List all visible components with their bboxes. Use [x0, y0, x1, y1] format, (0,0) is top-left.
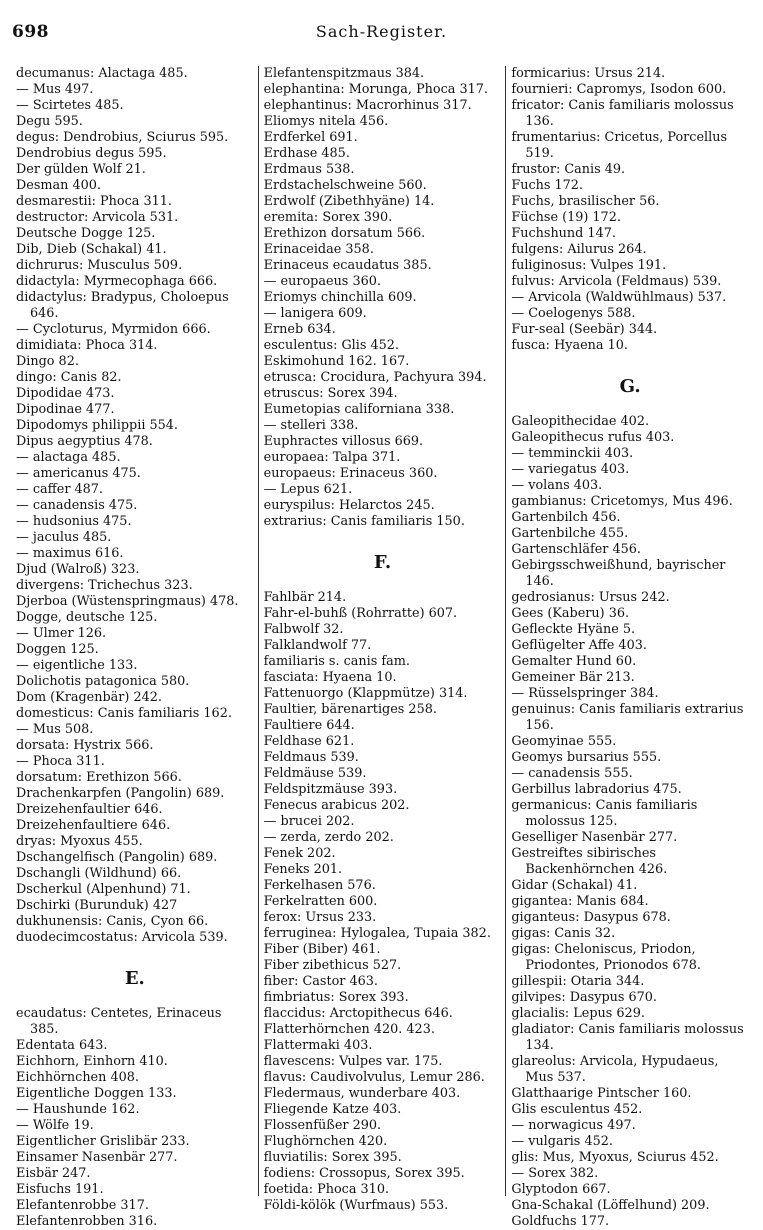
index-entry: — vulgaris 452.: [511, 1134, 613, 1149]
index-entry: Gemalter Hund 60.: [511, 654, 637, 669]
index-entry: Gna-Schakal (Löffelhund) 209.: [511, 1198, 710, 1213]
index-entry: Glis esculentus 452.: [511, 1102, 643, 1117]
index-entry: Fur-seal (Seebär) 344.: [511, 322, 658, 337]
index-entry: fuliginosus: Vulpes 191.: [511, 258, 667, 273]
index-entry: destructor: Arvicola 531.: [16, 210, 179, 225]
index-entry: Eisfuchs 191.: [16, 1182, 104, 1197]
index-entry: gilvipes: Dasypus 670.: [511, 990, 658, 1005]
index-entry: Deutsche Dogge 125.: [16, 226, 156, 241]
running-title: Sach-Register.: [315, 22, 448, 41]
index-entry: Dogge, deutsche 125.: [16, 610, 158, 625]
index-entry: Drachenkarpfen (Pangolin) 689.: [16, 786, 225, 801]
index-entry: Feldmaus 539.: [263, 750, 359, 765]
index-entry: Degu 595.: [16, 114, 83, 129]
index-entry: Gartenbilch 456.: [511, 510, 621, 525]
index-entry: Desman 400.: [16, 178, 101, 193]
section-letter-heading: F.: [373, 552, 392, 573]
index-entry: — jaculus 485.: [16, 530, 112, 545]
index-entry: didactyla: Myrmecophaga 666.: [16, 274, 218, 289]
index-entry: Galeopithecus rufus 403.: [511, 430, 675, 445]
index-entry: Glyptodon 667.: [511, 1182, 611, 1197]
index-entry: glis: Mus, Myoxus, Sciurus 452.: [511, 1150, 719, 1165]
index-entry: Flattermaki 403.: [263, 1038, 373, 1053]
index-entry: genuinus: Canis familiaris extrarius 156.: [511, 702, 744, 733]
index-entry: dingo: Canis 82.: [16, 370, 122, 385]
index-entry: Dreizehenfaultiere 646.: [16, 818, 171, 833]
index-entry: Erdstachelschweine 560.: [263, 178, 427, 193]
index-entry: Faultier, bärenartiges 258.: [263, 702, 437, 717]
index-entry: Djud (Walroß) 323.: [16, 562, 140, 577]
index-entry: — alactaga 485.: [16, 450, 121, 465]
index-entry: Goldfuchs 177.: [511, 1214, 610, 1229]
index-entry: Der gülden Wolf 21.: [16, 162, 146, 177]
index-entry: Euphractes villosus 669.: [263, 434, 424, 449]
index-entry: — Rüsselspringer 384.: [511, 686, 659, 701]
index-entry: Falklandwolf 77.: [263, 638, 372, 653]
index-entry: — Coelogenys 588.: [511, 306, 636, 321]
index-entry: Fuchshund 147.: [511, 226, 616, 241]
index-entry: Erdwolf (Zibethhyäne) 14.: [263, 194, 435, 209]
index-entry: Dipodomys philippii 554.: [16, 418, 178, 433]
index-entry: gladiator: Canis familiaris molossus 134.: [511, 1022, 744, 1053]
index-entry: elephantina: Morunga, Phoca 317.: [263, 82, 488, 97]
index-entry: Flossenfüßer 290.: [263, 1118, 382, 1133]
index-entry: giganteus: Dasypus 678.: [511, 910, 671, 925]
index-entry: Gartenbilche 455.: [511, 526, 629, 541]
index-entry: Galeopithecidae 402.: [511, 414, 650, 429]
index-entry: Elefantenspitzmaus 384.: [263, 66, 425, 81]
index-entry: flaccidus: Arctopithecus 646.: [263, 1006, 453, 1021]
index-entry: Geflügelter Affe 403.: [511, 638, 647, 653]
index-entry: Dom (Kragenbär) 242.: [16, 690, 162, 705]
index-entry: — Arvicola (Waldwühlmaus) 537.: [511, 290, 727, 305]
index-entry: frumentarius: Cricetus, Porcellus 519.: [511, 130, 728, 161]
index-entry: Gartenschläfer 456.: [511, 542, 641, 557]
index-entry: Dipodinae 477.: [16, 402, 115, 417]
index-entry: — maximus 616.: [16, 546, 124, 561]
index-entry: Doggen 125.: [16, 642, 99, 657]
index-entry: — Sorex 382.: [511, 1166, 599, 1181]
index-entry: Feldhase 621.: [263, 734, 355, 749]
index-entry: Dingo 82.: [16, 354, 79, 369]
index-entry: Gerbillus labradorius 475.: [511, 782, 682, 797]
index-entry: gambianus: Cricetomys, Mus 496.: [511, 494, 733, 509]
index-entry: Erethizon dorsatum 566.: [263, 226, 426, 241]
index-column-middle: [258, 66, 506, 1213]
index-entry: Dipus aegyptius 478.: [16, 434, 153, 449]
index-entry: Földi-kölök (Wurfmaus) 553.: [263, 1198, 449, 1213]
index-entry: Fenecus arabicus 202.: [263, 798, 410, 813]
index-entry: — Mus 497.: [16, 82, 94, 97]
index-entry: Dreizehenfaultier 646.: [16, 802, 163, 817]
index-entry: familiaris s. canis fam.: [263, 654, 410, 669]
index-column-left: [12, 66, 258, 1229]
index-entry: Fuchs, brasilischer 56.: [511, 194, 660, 209]
index-entry: Fliegende Katze 403.: [263, 1102, 402, 1117]
index-entry: Elefantenrobben 316.: [16, 1214, 158, 1229]
index-entry: — americanus 475.: [16, 466, 141, 481]
index-entry: Eichhorn, Einhorn 410.: [16, 1054, 168, 1069]
index-entry: Dschangelfisch (Pangolin) 689.: [16, 850, 218, 865]
index-entry: Geselliger Nasenbär 277.: [511, 830, 678, 845]
index-entry: — norwagicus 497.: [511, 1118, 636, 1133]
index-entry: fricator: Canis familiaris molossus 136.: [511, 98, 734, 129]
index-entry: Eumetopias californiana 338.: [263, 402, 455, 417]
index-entry: Fahr-el-buhß (Rohrratte) 607.: [263, 606, 458, 621]
index-entry: — lanigera 609.: [263, 306, 367, 321]
index-entry: Fenek 202.: [263, 846, 336, 861]
index-entry: Edentata 643.: [16, 1038, 108, 1053]
index-entry: desmarestii: Phoca 311.: [16, 194, 172, 209]
index-entry: Gidar (Schakal) 41.: [511, 878, 638, 893]
index-entry: Gefleckte Hyäne 5.: [511, 622, 636, 637]
index-entry: — Scirtetes 485.: [16, 98, 124, 113]
index-entry: Elefantenrobbe 317.: [16, 1198, 149, 1213]
index-entry: Gestreiftes sibirisches Backenhörnchen 426.: [511, 846, 668, 877]
page-header: [12, 22, 751, 46]
index-entry: Dib, Dieb (Schakal) 41.: [16, 242, 167, 257]
index-entry: Dschangli (Wildhund) 66.: [16, 866, 182, 881]
index-entry: decumanus: Alactaga 485.: [16, 66, 188, 81]
index-entry: esculentus: Glis 452.: [263, 338, 399, 353]
index-entry: Falbwolf 32.: [263, 622, 344, 637]
index-entry: Geomyinae 555.: [511, 734, 617, 749]
index-entry: — variegatus 403.: [511, 462, 630, 477]
index-entry: flavus: Caudivolvulus, Lemur 286.: [263, 1070, 485, 1085]
index-entry: fournieri: Capromys, Isodon 600.: [511, 82, 727, 97]
index-entry: Flughörnchen 420.: [263, 1134, 388, 1149]
index-entry: Dscherkul (Alpenhund) 71.: [16, 882, 191, 897]
index-entry: dichrurus: Musculus 509.: [16, 258, 183, 273]
index-entry: extrarius: Canis familiaris 150.: [263, 514, 465, 529]
index-entry: Gemeiner Bär 213.: [511, 670, 635, 685]
index-entry: degus: Dendrobius, Sciurus 595.: [16, 130, 229, 145]
index-entry: Eriomys chinchilla 609.: [263, 290, 417, 305]
index-entry: — stelleri 338.: [263, 418, 359, 433]
index-entry: Djerboa (Wüstenspringmaus) 478.: [16, 594, 239, 609]
index-entry: duodecimcostatus: Arvicola 539.: [16, 930, 228, 945]
index-entry: Gebirgsschweißhund, bayrischer 146.: [511, 558, 726, 589]
index-entry: — Phoca 311.: [16, 754, 105, 769]
index-entry: Fattenuorgo (Klappmütze) 314.: [263, 686, 468, 701]
index-entry: — Ulmer 126.: [16, 626, 107, 641]
index-entry: glacialis: Lepus 629.: [511, 1006, 645, 1021]
index-entry: Dendrobius degus 595.: [16, 146, 167, 161]
index-entry: Dschirki (Burunduk) 427: [16, 898, 178, 913]
index-entry: gedrosianus: Ursus 242.: [511, 590, 670, 605]
index-entry: fluviatilis: Sorex 395.: [263, 1150, 402, 1165]
index-entry: — temminckii 403.: [511, 446, 634, 461]
index-entry: etrusca: Crocidura, Pachyura 394.: [263, 370, 487, 385]
index-entry: fulgens: Ailurus 264.: [511, 242, 647, 257]
index-entry: etruscus: Sorex 394.: [263, 386, 398, 401]
index-entry: Flatterhörnchen 420. 423.: [263, 1022, 435, 1037]
index-entry: elephantinus: Macrorhinus 317.: [263, 98, 472, 113]
index-entry: dorsata: Hystrix 566.: [16, 738, 154, 753]
index-entry: Ferkelhasen 576.: [263, 878, 376, 893]
index-entry: Feneks 201.: [263, 862, 343, 877]
index-entry: Füchse (19) 172.: [511, 210, 621, 225]
index-entry: Eliomys nitela 456.: [263, 114, 389, 129]
index-entry: — eigentliche 133.: [16, 658, 138, 673]
index-entry: fasciata: Hyaena 10.: [263, 670, 397, 685]
index-entry: Erdmaus 538.: [263, 162, 355, 177]
index-entry: Eigentliche Doggen 133.: [16, 1086, 177, 1101]
index-entry: euryspilus: Helarctos 245.: [263, 498, 435, 513]
index-entry: — caffer 487.: [16, 482, 104, 497]
index-entry: Fiber (Biber) 461.: [263, 942, 381, 957]
index-entry: gigantea: Manis 684.: [511, 894, 649, 909]
index-entry: Eichhörnchen 408.: [16, 1070, 139, 1085]
page-number: 698: [12, 22, 49, 42]
index-entry: fulvus: Arvicola (Feldmaus) 539.: [511, 274, 722, 289]
section-letter-heading: E.: [124, 968, 145, 989]
index-columns: [12, 66, 753, 1229]
index-entry: Ferkelratten 600.: [263, 894, 378, 909]
index-entry: Gees (Kaberu) 36.: [511, 606, 630, 621]
index-entry: — Lepus 621.: [263, 482, 353, 497]
index-entry: — volans 403.: [511, 478, 603, 493]
index-entry: Erdferkel 691.: [263, 130, 358, 145]
index-entry: Dolichotis patagonica 580.: [16, 674, 190, 689]
index-entry: dryas: Myoxus 455.: [16, 834, 143, 849]
index-entry: Fahlbär 214.: [263, 590, 347, 605]
index-entry: eremita: Sorex 390.: [263, 210, 393, 225]
index-entry: Erinaceidae 358.: [263, 242, 374, 257]
index-entry: flavescens: Vulpes var. 175.: [263, 1054, 443, 1069]
index-entry: Fiber zibethicus 527.: [263, 958, 402, 973]
index-entry: — zerda, zerdo 202.: [263, 830, 394, 845]
index-entry: Eskimohund 162. 167.: [263, 354, 410, 369]
index-entry: Erneb 634.: [263, 322, 336, 337]
index-entry: Eisbär 247.: [16, 1166, 91, 1181]
index-entry: divergens: Trichechus 323.: [16, 578, 193, 593]
index-entry: europaeus: Erinaceus 360.: [263, 466, 438, 481]
index-entry: fimbriatus: Sorex 393.: [263, 990, 409, 1005]
index-entry: dorsatum: Erethizon 566.: [16, 770, 182, 785]
index-entry: — Wölfe 19.: [16, 1118, 94, 1133]
index-column-right: [505, 66, 753, 1229]
index-entry: Erinaceus ecaudatus 385.: [263, 258, 432, 273]
index-entry: fusca: Hyaena 10.: [511, 338, 628, 353]
index-entry: domesticus: Canis familiaris 162.: [16, 706, 232, 721]
index-entry: — canadensis 555.: [511, 766, 633, 781]
index-entry: ferox: Ursus 233.: [263, 910, 377, 925]
index-entry: ferruginea: Hylogalea, Tupaia 382.: [263, 926, 491, 941]
index-entry: foetida: Phoca 310.: [263, 1182, 390, 1197]
index-entry: dimidiata: Phoca 314.: [16, 338, 158, 353]
index-entry: Erdhase 485.: [263, 146, 350, 161]
index-entry: gigas: Canis 32.: [511, 926, 616, 941]
index-entry: Fuchs 172.: [511, 178, 584, 193]
index-entry: — europaeus 360.: [263, 274, 381, 289]
index-entry: glareolus: Arvicola, Hypudaeus, Mus 537.: [511, 1054, 719, 1085]
index-entry: Fledermaus, wunderbare 403.: [263, 1086, 461, 1101]
index-entry: gigas: Cheloniscus, Priodon, Priodontes, Prionodos 678.: [511, 942, 701, 973]
index-entry: Glatthaarige Pintscher 160.: [511, 1086, 692, 1101]
index-entry: Faultiere 644.: [263, 718, 355, 733]
index-entry: Feldmäuse 539.: [263, 766, 367, 781]
index-entry: europaea: Talpa 371.: [263, 450, 401, 465]
index-entry: — Mus 508.: [16, 722, 94, 737]
index-entry: ecaudatus: Centetes, Erinaceus 385.: [16, 1006, 222, 1037]
index-entry: frustor: Canis 49.: [511, 162, 626, 177]
index-entry: Dipodidae 473.: [16, 386, 115, 401]
index-entry: dukhunensis: Canis, Cyon 66.: [16, 914, 209, 929]
index-entry: — brucei 202.: [263, 814, 355, 829]
index-entry: Einsamer Nasenbär 277.: [16, 1150, 178, 1165]
index-entry: — canadensis 475.: [16, 498, 138, 513]
index-entry: Feldspitzmäuse 393.: [263, 782, 398, 797]
index-entry: fodiens: Crossopus, Sorex 395.: [263, 1166, 465, 1181]
index-entry: didactylus: Bradypus, Choloepus 646.: [16, 290, 229, 321]
index-entry: — hudsonius 475.: [16, 514, 132, 529]
index-entry: fiber: Castor 463.: [263, 974, 378, 989]
index-entry: formicarius: Ursus 214.: [511, 66, 666, 81]
index-entry: — Haushunde 162.: [16, 1102, 140, 1117]
index-entry: gillespii: Otaria 344.: [511, 974, 645, 989]
index-entry: Geomys bursarius 555.: [511, 750, 662, 765]
index-entry: — Cycloturus, Myrmidon 666.: [16, 322, 211, 337]
section-letter-heading: G.: [619, 376, 641, 397]
index-entry: germanicus: Canis familiaris molossus 125.: [511, 798, 698, 829]
index-entry: Eigentlicher Grislibär 233.: [16, 1134, 190, 1149]
